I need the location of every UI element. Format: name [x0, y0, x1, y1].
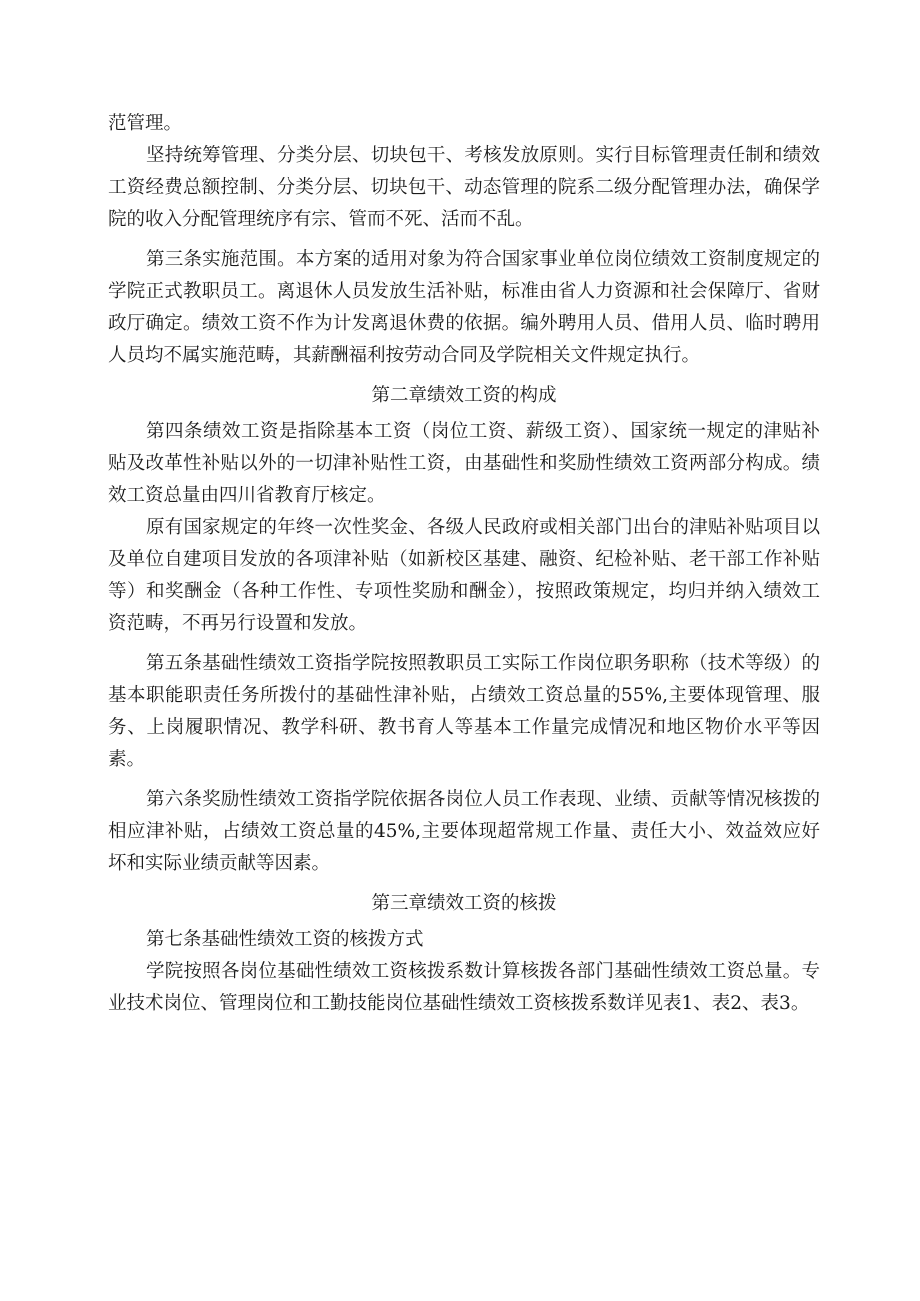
paragraph-continuation: 范管理。 — [108, 113, 183, 134]
paragraph-article-3: 第三条实施范围。本方案的适用对象为符合国家事业单位岗位绩效工资制度规定的学院正式教职员工。离退休人员发放生活补贴，标准由省人力资源和社会保障厅、省财政厅确定。绩效工资不作为计发离退休费的依据。编外聘用人员、借用人员、临时聘用人员均不属实施范畴，其薪酬福利按劳动合同及学院相关文件规定执行。 — [108, 249, 820, 366]
chapter-3-heading: 第三章绩效工资的核拨 — [371, 893, 557, 914]
paragraph-article-4: 第四条绩效工资是指除基本工资（岗位工资、薪级工资）、国家统一规定的津贴补贴及改革性补贴以外的一切津补贴性工资，由基础性和奖励性绩效工资两部分构成。绩效工资总量由四川省教育厅核定。 — [108, 421, 820, 506]
paragraph-article-5: 第五条基础性绩效工资指学院按照教职员工实际工作岗位职务职称（技术等级）的基本职能职责任务所拨付的基础性津补贴，占绩效工资总量的55%,主要体现管理、服务、上岗履职情况、教学科研、教书育人等基本工作量完成情况和地区物价水平等因素。 — [108, 653, 820, 770]
paragraph-principles: 坚持统筹管理、分类分层、切块包干、考核发放原则。实行目标管理责任制和绩效工资经费总额控制、分类分层、切块包干、动态管理的院系二级分配管理办法，确保学院的收入分配管理统序有宗、管而不死、活而不乱。 — [108, 145, 820, 230]
document-page — [108, 108, 820, 1020]
paragraph-allocation-method: 学院按照各岗位基础性绩效工资核拨系数计算核拨各部门基础性绩效工资总量。专业技术岗位、管理岗位和工勤技能岗位基础性绩效工资核拨系数详见表1、表2、表3。 — [108, 961, 820, 1014]
paragraph-article-6: 第六条奖励性绩效工资指学院依据各岗位人员工作表现、业绩、贡献等情况核拨的相应津补贴，占绩效工资总量的45%,主要体现超常规工作量、责任大小、效益效应好坏和实际业绩贡献等因素。 — [108, 789, 820, 874]
paragraph-original-bonuses: 原有国家规定的年终一次性奖金、各级人民政府或相关部门出台的津贴补贴项目以及单位自建项目发放的各项津补贴（如新校区基建、融资、纪检补贴、老干部工作补贴等）和奖酬金（各种工作性、专项性奖励和酬金），按照政策规定，均归并纳入绩效工资范畴，不再另行设置和发放。 — [108, 517, 820, 634]
paragraph-article-7: 第七条基础性绩效工资的核拨方式 — [146, 929, 424, 950]
chapter-2-heading: 第二章绩效工资的构成 — [371, 385, 557, 406]
